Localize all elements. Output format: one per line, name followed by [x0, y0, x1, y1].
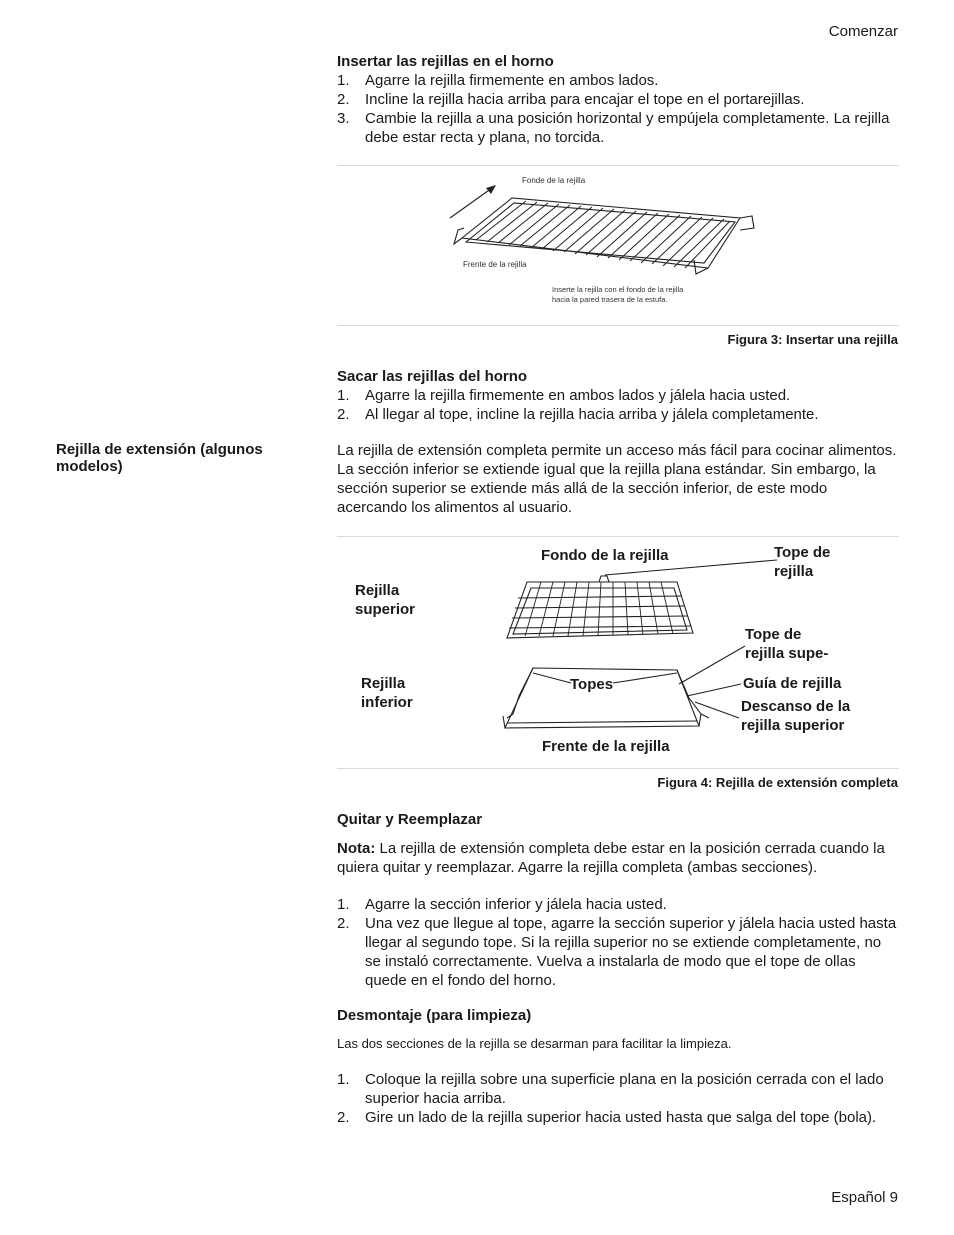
label-fondo: Fondo de la rejilla: [541, 547, 669, 564]
insert-section: [337, 52, 899, 147]
remove-section: [337, 367, 899, 424]
list-item: [337, 71, 899, 90]
step-number: 3.: [337, 110, 350, 127]
figure-4-caption: Figura 4: Rejilla de extensión completa: [657, 775, 898, 790]
step-text: Agarre la sección inferior y jálela hacia usted.: [365, 896, 667, 913]
divider: [337, 536, 899, 537]
list-item: [337, 109, 899, 147]
insert-steps: [337, 71, 899, 147]
disassembly-intro: Las dos secciones de la rejilla se desarman para facilitar la limpieza.: [337, 1036, 732, 1051]
label-rack-front: Frente de la rejilla: [463, 260, 527, 269]
step-text: Agarre la rejilla firmemente en ambos lados.: [365, 72, 659, 89]
label-tope-sup-line-1: Tope de: [745, 626, 802, 643]
step-number: 1.: [337, 896, 350, 913]
disassembly-steps: [337, 1070, 899, 1127]
label-superior-line-2: superior: [355, 601, 416, 618]
replace-note: [337, 839, 899, 877]
list-item: [337, 405, 899, 424]
step-number: 2.: [337, 915, 350, 932]
label-superior-line-1: Rejilla: [355, 582, 400, 599]
step-number: 2.: [337, 91, 350, 108]
label-frente: Frente de la rejilla: [542, 738, 670, 755]
step-number: 1.: [337, 1071, 350, 1088]
label-inferior-line-2: inferior: [361, 694, 413, 711]
remove-heading: Sacar las rejillas del horno: [337, 368, 528, 385]
replace-section: [337, 810, 899, 990]
step-text: Cambie la rejilla a una posición horizontal y empújela completamente. La rejilla debe estar recta y plana, no torcida.: [365, 110, 890, 146]
step-text: Al llegar al tope, incline la rejilla hacia arriba y jálela completamente.: [365, 406, 819, 423]
label-descanso-line-2: rejilla superior: [741, 717, 845, 734]
extension-rack-drawing: [503, 560, 777, 728]
step-text: Gire un lado de la rejilla superior hacia usted hasta que salga del tope (bola).: [365, 1109, 877, 1126]
list-item: [337, 1108, 899, 1127]
insert-heading: Insertar las rejillas en el horno: [337, 53, 554, 70]
step-text: Agarre la rejilla firmemente en ambos lados y jálela hacia usted.: [365, 387, 791, 404]
divider: [337, 325, 899, 326]
replace-heading: Quitar y Reemplazar: [337, 811, 483, 828]
figure-3-rack-illustration: [440, 170, 770, 310]
divider: [337, 165, 899, 166]
list-item: [337, 90, 899, 109]
label-tope-sup-line-2: rejilla supe-: [745, 645, 829, 662]
label-descanso-line-1: Descanso de la: [741, 698, 851, 715]
list-item: [337, 386, 899, 405]
label-tope-line-2: rejilla: [774, 563, 814, 580]
note-line-2: hacia la pared trasera de la estufa.: [552, 295, 668, 304]
step-text: Incline la rejilla hacia arriba para encajar el tope en el portarejillas.: [365, 91, 805, 108]
step-text: Coloque la rejilla sobre una superficie plana en la posición cerrada con el lado superior hacia arriba.: [365, 1071, 884, 1107]
side-heading-extension-rack: Rejilla de extensión (algunos modelos): [56, 441, 263, 475]
step-number: 1.: [337, 72, 350, 89]
note-text: La rejilla de extensión completa debe estar en la posición cerrada cuando la quiera quitar y reemplazar. Agarre la rejilla completa (ambas secciones).: [337, 840, 885, 876]
label-rack-back: Fonde de la rejilla: [522, 176, 586, 185]
figure-4-extension-rack-illustration: [337, 538, 899, 766]
disassembly-section: [337, 1006, 899, 1127]
figure-3-caption: Figura 3: Insertar una rejilla: [727, 332, 898, 347]
disassembly-heading: Desmontaje (para limpieza): [337, 1007, 532, 1024]
page-footer-number: Español 9: [831, 1189, 898, 1206]
page-header-section: Comenzar: [828, 23, 898, 40]
label-guia: Guía de rejilla: [743, 675, 842, 692]
note-line-1: Inserte la rejilla con el fondo de la rejilla: [552, 285, 684, 294]
label-topes: Topes: [570, 676, 614, 693]
step-number: 1.: [337, 387, 350, 404]
remove-steps: [337, 386, 899, 424]
label-inferior-line-1: Rejilla: [361, 675, 406, 692]
step-number: 2.: [337, 406, 350, 423]
list-item: [337, 895, 899, 914]
divider: [337, 768, 899, 769]
note-label: Nota:: [337, 840, 376, 857]
extension-intro: La rejilla de extensión completa permite un acceso más fácil para cocinar alimentos. La sección inferior se extiende igual que la rejilla plana estándar. Sin embargo, la sección superior se extiende más allá de la sección inferior, de este modo acercando los alimentos al usuario.: [337, 442, 897, 516]
list-item: [337, 1070, 899, 1108]
step-text: Una vez que llegue al tope, agarre la sección superior y jálela hacia usted hasta llegar al segundo tope. Si la rejilla superior no se extiende completamente, no se instaló correctamente. Vuelva a instalarla de modo que el tope de ollas quede en el fondo del horno.: [365, 915, 897, 989]
step-number: 2.: [337, 1109, 350, 1126]
label-tope-line-1: Tope de: [774, 544, 831, 561]
replace-steps: [337, 895, 899, 990]
list-item: [337, 914, 899, 990]
